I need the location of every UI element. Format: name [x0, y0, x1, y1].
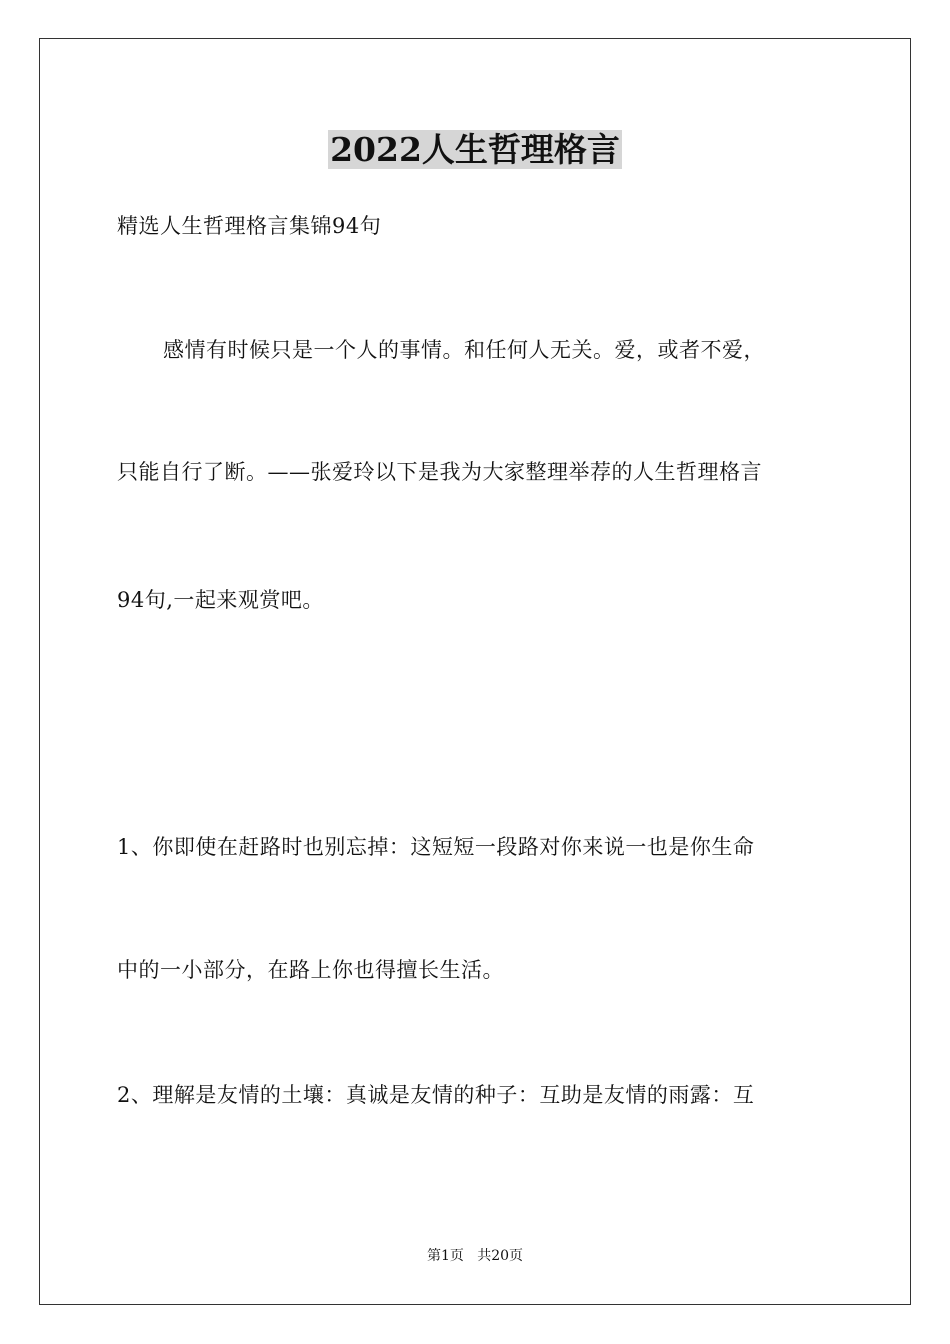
item-2-line-1: 2、理解是友情的土壤：真诚是友情的种子：互助是友情的雨露：互 — [117, 1083, 755, 1107]
subtitle-line: 精选人生哲理格言集锦94句 — [117, 214, 382, 238]
item-1-line-2: 中的一小部分，在路上你也得擅长生活。 — [117, 958, 504, 982]
paragraph-line-2: 只能自行了断。——张爱玲以下是我为大家整理举荐的人生哲理格言 — [117, 460, 762, 484]
document-title-text: 2022人生哲理格言 — [330, 130, 620, 169]
document-title — [0, 128, 950, 172]
item-1-line-1: 1、你即使在赶路时也别忘掉：这短短一段路对你来说一也是你生命 — [117, 835, 755, 859]
paragraph-line-3: 94句,一起来观赏吧。 — [117, 588, 324, 612]
page-footer: 第1页 共20页 — [426, 1248, 524, 1264]
paragraph-line-1: 感情有时候只是一个人的事情。和任何人无关。爱，或者不爱， — [163, 338, 765, 362]
